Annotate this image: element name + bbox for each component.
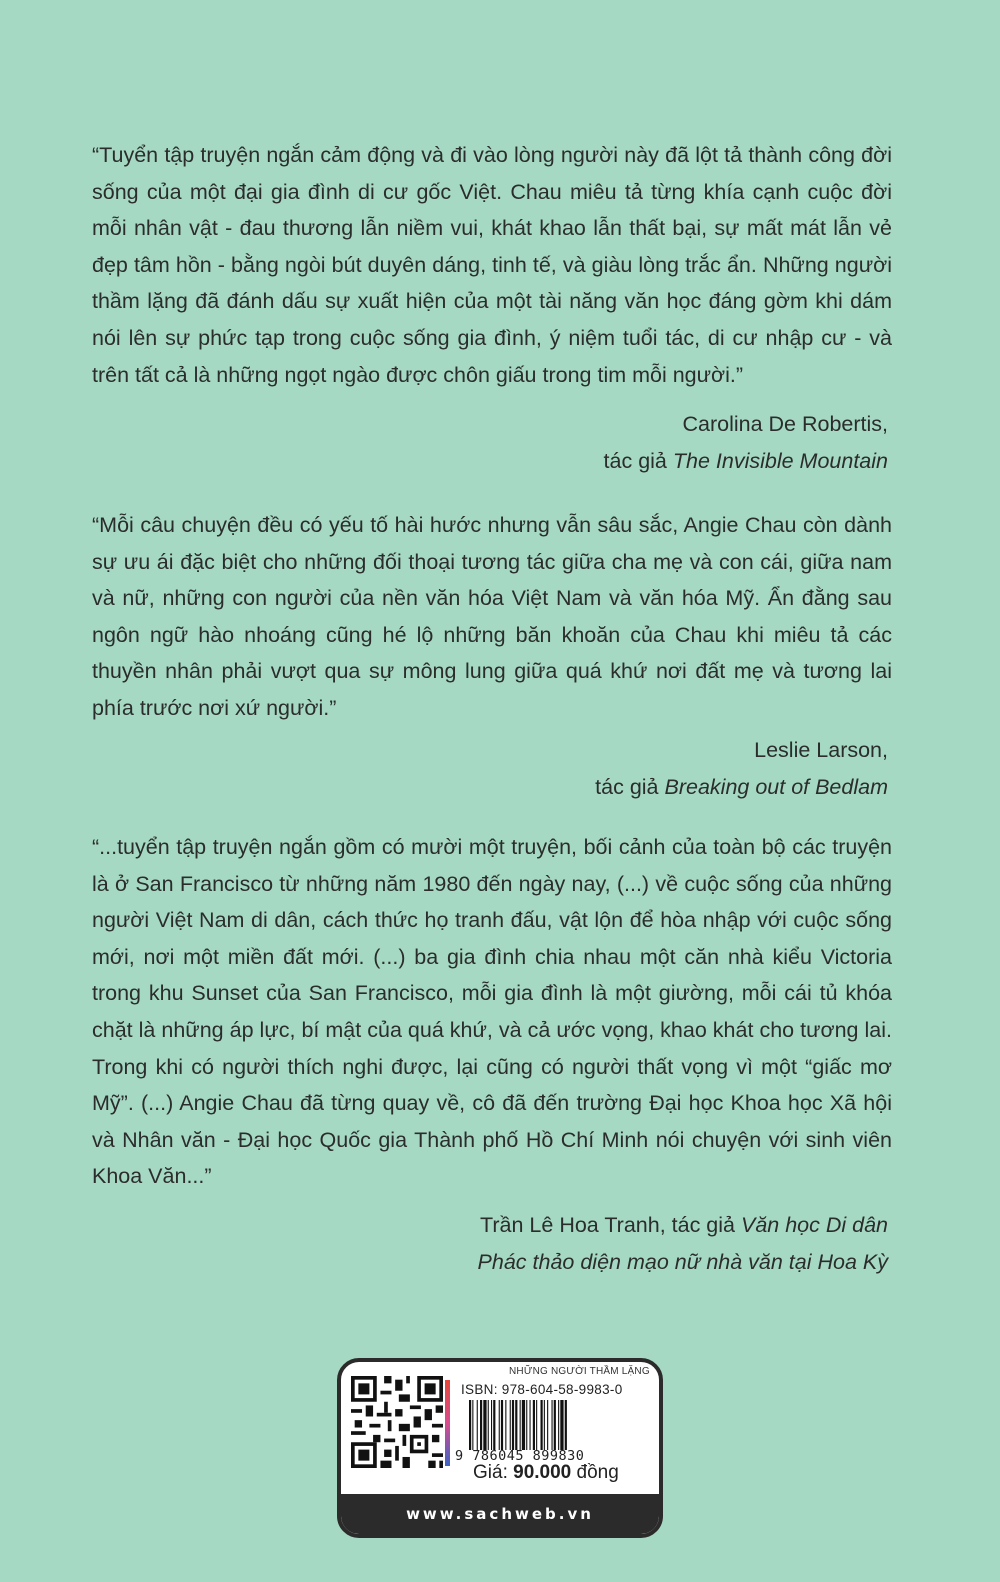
barcode-stripe [544,1400,545,1450]
barcode-stripe [499,1400,500,1450]
review-role-prefix-1: tác giả [603,448,673,473]
barcode-stripe [530,1400,531,1450]
qr-code-icon [351,1376,443,1468]
barcode-stripe [493,1400,495,1450]
review-role-2 [288,769,888,806]
review-attribution-2 [288,732,888,805]
barcode-stripe [522,1400,525,1450]
review-author-line-3 [288,1207,888,1244]
barcode-stripe [469,1400,471,1450]
barcode-stripe [472,1400,473,1450]
barcode-stripe [541,1400,543,1450]
barcode-stripe [483,1400,486,1450]
barcode-stripe [560,1400,563,1450]
barcode-stripe [536,1400,537,1450]
qr-accent-bar [445,1380,450,1466]
review-quote-1: “Tuyển tập truyện ngắn cảm động và đi vào lòng người này đã lột tả thành công đời sống của một đại gia đình di cư gốc Việt. Chau miêu tả từng khía cạnh cuộc đời mỗi nhân vật - đau thương lẫn niềm vui, khát khao lẫn thất bại, sự mất mát lẫn vẻ đẹp tâm hồn - bằng ngòi bút duyên dáng, tinh tế, và giàu lòng trắc ẩn. Những người thầm lặng đã đánh dấu sự xuất hiện của một tài năng văn học đáng gờm khi dám nói lên sự phức tạp trong cuộc sống gia đình, ý niệm tuổi tác, di cư nhập cư - và trên tất cả là những ngọt ngào được chôn giấu trong tim mỗi người.” [92,143,892,387]
website-text: www.sachweb.vn [406,1505,594,1523]
barcode-panel [337,1358,663,1538]
review-work-3: Văn học Di dân [740,1213,888,1237]
barcode-stripe [554,1400,556,1450]
review-quote-3: “...tuyển tập truyện ngắn gồm có mười một truyện, bối cảnh của toàn bộ các truyện là ở San Francisco từ những năm 1980 đến ngày nay, (...) về cuộc sống của những người Việt Nam di dân, cách thức họ tranh đấu, vật lộn để hòa nhập với cuộc sống mới, nơi một miền đất mới. (...) ba gia đình chia nhau một căn nhà kiểu Victoria trong khu Sunset của San Francisco, mỗi gia đình là một giường, mỗi cái tủ khóa chặt là những áp lực, bí mật của quá khứ, và cả ước vọng, khao khát cho tương lai. Trong khi có người thích nghi được, lại cũng có người thất vọng vì một “giấc mơ Mỹ”. (...) Angie Chau đã từng quay về, cô đã đến trường Đại học Khoa học Xã hội và Nhân văn - Đại học Quốc gia Thành phố Hồ Chí Minh nói chuyện với sinh viên Khoa Văn...” [92,835,892,1189]
barcode-stripe [512,1400,514,1450]
review-quote-2: “Mỗi câu chuyện đều có yếu tố hài hước nhưng vẫn sâu sắc, Angie Chau còn dành sự ưu ái đặc biệt cho những đối thoại tương tác giữa cha mẹ và con cái, giữa nam và nữ, những con người của nền văn hóa Việt Nam và văn hóa Mỹ. Ẩn đằng sau ngôn ngữ hào nhoáng cũng hé lộ những băn khoăn của Chau khi miêu tả các thuyền nhân phải vượt qua sự mông lung giữa quá khứ nơi đất mẹ và tương lai phía trước nơi xứ người.” [92,513,892,720]
barcode-stripe [533,1400,535,1450]
barcode-stripe [488,1400,489,1450]
review-attribution-3 [288,1207,888,1280]
isbn-text: ISBN: 978-604-58-9983-0 [461,1382,623,1397]
barcode-digits: 9 786045 899830 [455,1448,585,1464]
price-label: Giá: [473,1462,514,1483]
review-work-3b: Phác thảo diện mạo nữ nhà văn tại Hoa Kỳ [477,1249,888,1274]
review-author-2: Leslie Larson, [754,738,888,762]
barcode-stripe [526,1400,527,1450]
barcode-stripe [552,1400,553,1450]
barcode-stripe [480,1400,482,1450]
review-work-1: The Invisible Mountain [672,448,888,473]
barcode-stripe [505,1400,506,1450]
barcode-stripe [565,1400,567,1450]
website-band [341,1494,659,1534]
barcode-stripe [547,1400,548,1450]
barcode-icon [469,1400,647,1450]
review-work-2: Breaking out of Bedlam [664,774,888,799]
review-author-1: Carolina De Robertis, [682,412,888,436]
barcode-stripe [501,1400,503,1450]
price-text [473,1462,619,1484]
barcode-stripe [558,1400,559,1450]
barcode-stripe [520,1400,521,1450]
barcode-stripe [510,1400,511,1450]
review-attribution-1 [288,406,888,479]
price-unit: đồng [571,1462,619,1483]
review-role-prefix-2: tác giả [595,774,665,799]
review-author-3: Trần Lê Hoa Tranh, tác giả [480,1213,741,1237]
price-value: 90.000 [513,1462,572,1483]
barcode-book-title: NHỮNG NGƯỜI THẦM LẶNG [509,1366,650,1377]
barcode-stripe [515,1400,517,1450]
review-role-1 [288,443,888,480]
barcode-stripe [477,1400,478,1450]
barcode-stripe [491,1400,492,1450]
